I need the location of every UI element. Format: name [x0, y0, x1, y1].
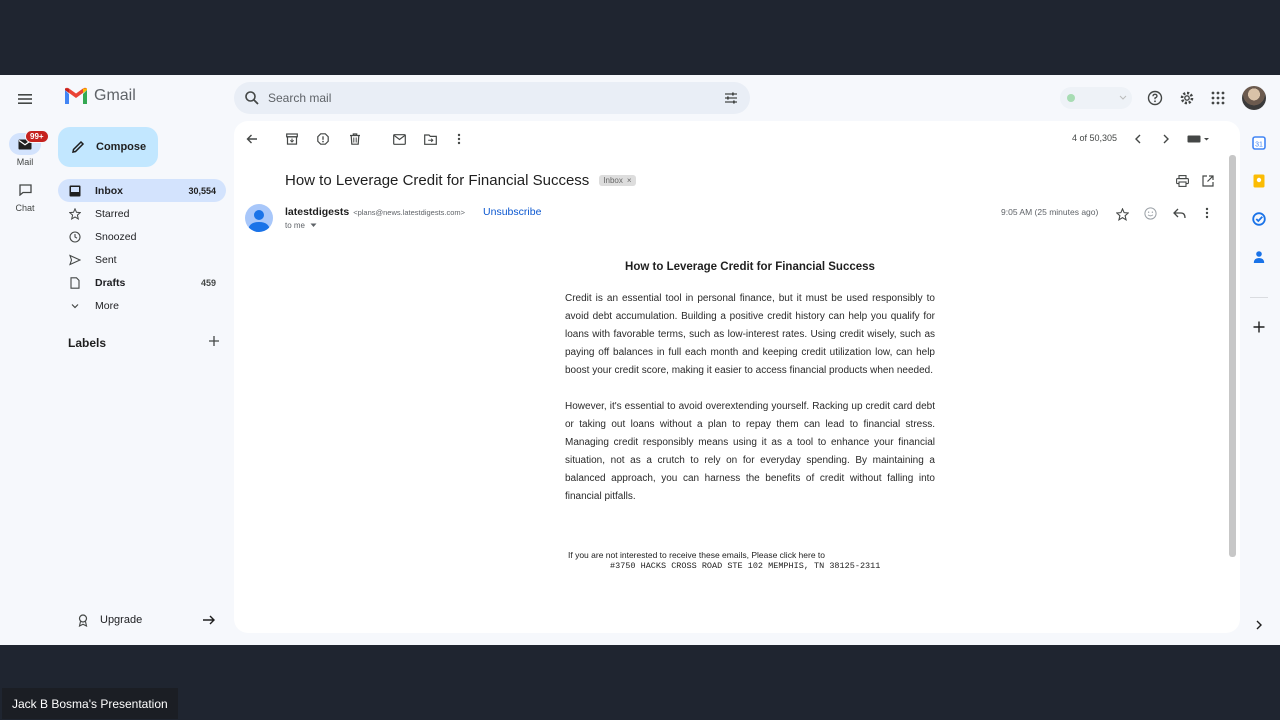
hamburger-icon — [14, 89, 36, 109]
subject-text: How to Leverage Credit for Financial Success — [285, 172, 590, 189]
nav-item-inbox[interactable] — [58, 179, 226, 202]
calendar-icon — [1252, 136, 1266, 150]
plus-icon — [1253, 321, 1265, 333]
report-spam-button[interactable] — [315, 131, 331, 147]
clock-icon — [68, 230, 82, 244]
app-name: Gmail — [94, 87, 136, 104]
sender-email: <plans@news.latestdigests.com> — [353, 208, 466, 217]
status-selector[interactable] — [1060, 87, 1132, 109]
search-options-button[interactable] — [724, 91, 738, 110]
contacts-button[interactable] — [1251, 249, 1267, 265]
arrow-right-icon — [202, 614, 216, 626]
scrollbar-thumb[interactable] — [1229, 155, 1236, 557]
body-title: How to Leverage Credit for Financial Success — [625, 261, 875, 273]
sender-name: latestdigests — [285, 206, 350, 218]
tune-icon — [724, 91, 738, 105]
chevron-right-icon — [1162, 134, 1170, 144]
delete-button[interactable] — [347, 131, 363, 147]
side-panel-divider — [1250, 297, 1268, 298]
nav-item-more[interactable] — [58, 294, 226, 317]
more-actions-button[interactable] — [451, 131, 467, 147]
search-icon[interactable] — [244, 90, 260, 106]
compose-label: Compose — [96, 141, 147, 153]
nav-item-snoozed[interactable] — [58, 225, 226, 248]
nav-label: More — [95, 299, 119, 312]
person-icon — [245, 204, 273, 232]
nav-item-drafts[interactable] — [58, 271, 226, 294]
nav-label: Inbox — [95, 184, 123, 197]
help-icon — [1147, 90, 1163, 106]
mail-unread-badge: 99+ — [25, 130, 49, 143]
svg-text:31: 31 — [1255, 141, 1263, 149]
trash-icon — [349, 133, 361, 145]
message-more-button[interactable] — [1199, 205, 1215, 221]
sender-avatar — [245, 204, 273, 232]
caret-down-icon — [310, 223, 317, 228]
rail-chat-button[interactable] — [9, 179, 41, 201]
inbox-icon — [68, 184, 82, 198]
nav-label: Drafts — [95, 276, 126, 289]
settings-button[interactable] — [1177, 88, 1197, 108]
chevron-down-icon — [1119, 95, 1127, 101]
apps-button[interactable] — [1208, 88, 1228, 108]
calendar-button[interactable] — [1251, 135, 1267, 151]
inbox-count: 30,554 — [188, 185, 216, 196]
contacts-icon — [1253, 250, 1265, 264]
hide-side-panel-button[interactable] — [1251, 617, 1267, 633]
archive-icon — [286, 133, 298, 145]
nav-label: Sent — [95, 253, 117, 266]
apps-grid-icon — [1211, 91, 1225, 105]
sender-line — [285, 206, 541, 218]
reply-icon — [1173, 208, 1186, 219]
recipient-text: to me — [285, 221, 306, 230]
email-subject — [285, 172, 636, 189]
email-view — [234, 121, 1240, 633]
pencil-icon — [70, 139, 86, 155]
nav-item-starred[interactable] — [58, 202, 226, 225]
more-vert-icon — [1205, 207, 1209, 219]
upgrade-icon — [76, 613, 90, 627]
remove-label-button[interactable]: × — [626, 176, 632, 185]
email-toolbar — [234, 121, 1240, 157]
more-vert-icon — [457, 133, 461, 145]
draft-icon — [68, 276, 82, 290]
keep-icon — [1253, 174, 1265, 188]
upgrade-button[interactable] — [68, 613, 216, 627]
chat-icon — [19, 184, 32, 196]
help-button[interactable] — [1145, 88, 1165, 108]
gmail-window — [0, 75, 1280, 645]
pagination-text: 4 of 50,305 — [1072, 133, 1118, 143]
send-icon — [68, 253, 82, 267]
star-icon — [1116, 208, 1129, 221]
arrow-left-icon — [246, 133, 258, 145]
add-reaction-button[interactable] — [1142, 205, 1158, 221]
mark-unread-button[interactable] — [391, 131, 407, 147]
drafts-count: 459 — [200, 277, 216, 288]
newer-button[interactable] — [1130, 131, 1146, 147]
star-icon — [68, 207, 82, 221]
email-footer-address: #3750 HACKS CROSS ROAD STE 102 MEMPHIS, TN 38125-2311 — [610, 561, 881, 571]
tasks-button[interactable] — [1251, 211, 1267, 227]
labels-section — [68, 335, 220, 350]
labels-heading: Labels — [68, 335, 107, 350]
status-dot-icon — [1067, 94, 1075, 102]
add-label-button[interactable] — [208, 335, 220, 350]
side-panel — [1240, 121, 1280, 645]
input-tools-button[interactable] — [1186, 131, 1212, 147]
rail-mail-label: Mail — [16, 157, 34, 167]
print-icon — [1176, 175, 1189, 187]
inbox-tag-text: Inbox — [603, 176, 623, 185]
back-button[interactable] — [244, 131, 260, 147]
move-to-button[interactable] — [422, 131, 438, 147]
email-footer-unsubscribe-text: If you are not interested to receive these emails, Please click here to — [568, 550, 826, 560]
search-input[interactable] — [268, 91, 708, 105]
presenter-label: Jack B Bosma's Presentation — [2, 688, 178, 719]
mail-unread-icon — [393, 134, 406, 145]
report-icon — [317, 133, 329, 145]
folder-move-icon — [424, 134, 437, 145]
unsubscribe-link[interactable]: Unsubscribe — [483, 206, 542, 218]
chevron-left-icon — [1134, 134, 1142, 144]
recipients-toggle[interactable] — [285, 221, 317, 230]
main-menu-button[interactable] — [14, 89, 36, 109]
chevron-down-icon — [68, 299, 82, 313]
print-button[interactable] — [1174, 173, 1190, 189]
plus-icon — [208, 335, 220, 347]
app-rail — [0, 75, 50, 645]
star-button[interactable] — [1114, 206, 1130, 222]
upgrade-label: Upgrade — [100, 614, 143, 626]
keep-button[interactable] — [1251, 173, 1267, 189]
keyboard-icon — [1187, 134, 1211, 144]
body-paragraph: Credit is an essential tool in personal finance, but it must be used responsibly to avoid debt accumulation. Building a positive credit history can help you qualify for loans with favorable terms, such as low-interest rates. Using credit wisely, such as paying off balances in full each month and keeping credit utilization low, can help boost your credit score, making it easier to access financial products when needed. — [565, 293, 935, 376]
get-addons-button[interactable] — [1251, 319, 1267, 335]
body-paragraph: However, it's essential to avoid overextending yourself. Racking up credit card debt or taking out loans without a plan to repay them can lead to financial stress. Managing credit responsibly means using it as a tool to enhance your financial situation, not as a crutch to rely on for everyday spending. By maintaining a balanced approach, you can harness the benefits of credit without falling into financial pitfalls. — [565, 401, 935, 502]
emoji-icon — [1144, 207, 1157, 220]
compose-button[interactable] — [58, 127, 158, 167]
rail-chat-label: Chat — [15, 203, 35, 213]
nav-label: Snoozed — [95, 230, 137, 243]
email-time: 9:05 AM (25 minutes ago) — [1001, 207, 1099, 217]
older-button[interactable] — [1158, 131, 1174, 147]
reply-button[interactable] — [1171, 205, 1187, 221]
archive-button[interactable] — [284, 131, 300, 147]
gear-icon — [1179, 90, 1195, 106]
nav-item-sent[interactable] — [58, 248, 226, 271]
folder-nav — [58, 179, 226, 317]
gmail-m-icon — [64, 87, 88, 105]
chevron-right-icon — [1255, 620, 1263, 630]
inbox-label-chip — [599, 175, 635, 186]
open-new-window-button[interactable] — [1200, 173, 1216, 189]
email-body — [565, 261, 935, 524]
open-in-new-icon — [1202, 175, 1214, 187]
gmail-logo[interactable] — [64, 87, 136, 105]
account-avatar[interactable] — [1242, 86, 1266, 110]
nav-label: Starred — [95, 207, 130, 220]
tasks-icon — [1252, 212, 1266, 226]
search-bar — [234, 82, 750, 114]
